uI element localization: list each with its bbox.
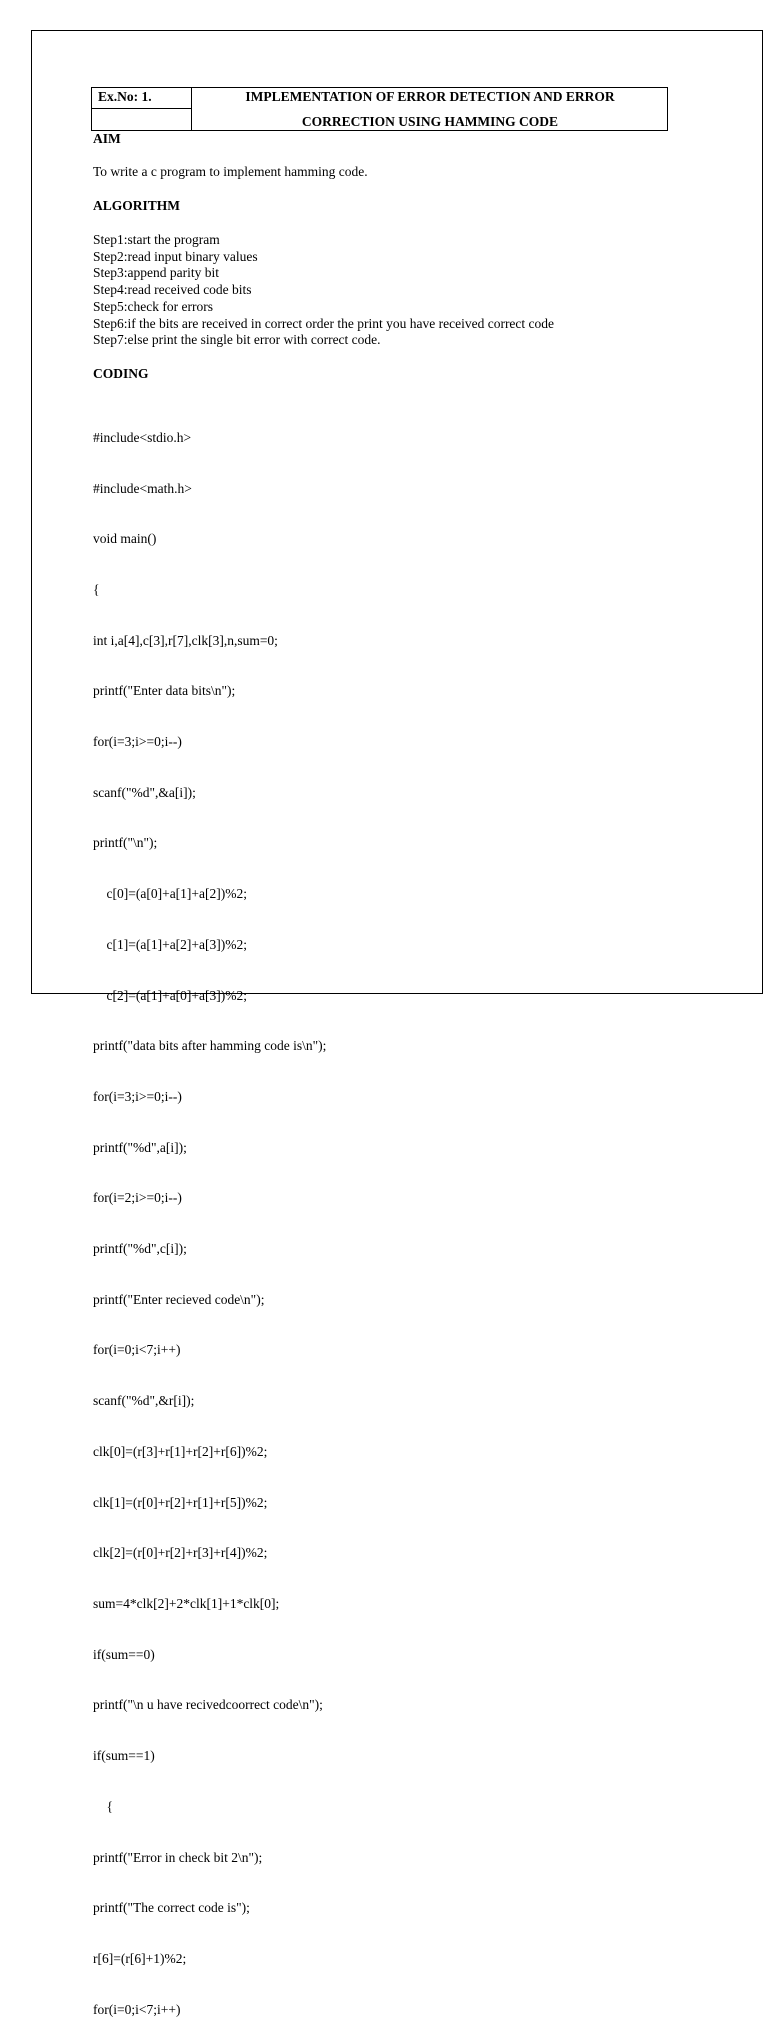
code-line: printf("\n u have recivedcoorrect code\n"); — [93, 1697, 323, 1713]
aim-heading: AIM — [93, 131, 121, 146]
code-line: #include<stdio.h> — [93, 429, 192, 445]
code-line: if(sum==0) — [93, 1646, 155, 1662]
code-listing — [93, 396, 326, 2035]
code-line: printf("%d",c[i]); — [93, 1241, 187, 1257]
code-line: if(sum==1) — [93, 1748, 155, 1764]
exercise-header-table — [91, 87, 668, 131]
code-line: printf("The correct code is"); — [93, 1900, 250, 1916]
code-line: { — [93, 581, 100, 597]
code-line: for(i=0;i<7;i++) — [93, 2001, 181, 2017]
code-line: #include<math.h> — [93, 480, 192, 496]
algorithm-step: Step4:read received code bits — [93, 282, 252, 298]
code-line: sum=4*clk[2]+2*clk[1]+1*clk[0]; — [93, 1595, 280, 1611]
code-line: void main() — [93, 531, 157, 547]
header-row-divider — [92, 108, 191, 109]
algorithm-step: Step5:check for errors — [93, 298, 213, 314]
code-line: c[2]=(a[1]+a[0]+a[3])%2; — [93, 987, 248, 1003]
code-line: scanf("%d",&r[i]); — [93, 1393, 195, 1409]
algorithm-heading: ALGORITHM — [93, 198, 181, 213]
algorithm-step: Step2:read input binary values — [93, 248, 258, 264]
code-line: clk[0]=(r[3]+r[1]+r[2]+r[6])%2; — [93, 1443, 268, 1459]
code-line: for(i=3;i>=0;i--) — [93, 1088, 182, 1104]
code-line: for(i=2;i>=0;i--) — [93, 1190, 182, 1206]
code-line: printf("%d",a[i]); — [93, 1139, 187, 1155]
algorithm-step: Step7:else print the single bit error with correct code. — [93, 332, 381, 348]
code-line: printf("data bits after hamming code is\n"); — [93, 1038, 327, 1054]
algorithm-step: Step6:if the bits are received in correct order the print you have received correct code — [93, 315, 555, 331]
code-line: printf("Enter data bits\n"); — [93, 683, 236, 699]
code-line: printf("Enter recieved code\n"); — [93, 1291, 265, 1307]
code-line: c[1]=(a[1]+a[2]+a[3])%2; — [93, 936, 248, 952]
code-line: printf("\n"); — [93, 835, 158, 851]
code-line: scanf("%d",&a[i]); — [93, 784, 196, 800]
exercise-title-line-1: IMPLEMENTATION OF ERROR DETECTION AND ERROR — [245, 89, 615, 104]
exercise-number: Ex.No: 1. — [98, 89, 152, 104]
code-line: { — [93, 1798, 113, 1814]
code-line: for(i=3;i>=0;i--) — [93, 734, 182, 750]
algorithm-step: Step1:start the program — [93, 232, 220, 247]
code-line: for(i=0;i<7;i++) — [93, 1342, 181, 1358]
code-line: clk[1]=(r[0]+r[2]+r[1]+r[5])%2; — [93, 1494, 268, 1510]
aim-text: To write a c program to implement hamming code. — [93, 164, 368, 179]
code-line: printf("Error in check bit 2\n"); — [93, 1849, 263, 1865]
coding-heading: CODING — [93, 366, 149, 381]
exercise-title-line-2: CORRECTION USING HAMMING CODE — [301, 114, 559, 129]
code-line: c[0]=(a[0]+a[1]+a[2])%2; — [93, 886, 248, 902]
code-line: int i,a[4],c[3],r[7],clk[3],n,sum=0; — [93, 632, 278, 648]
algorithm-step: Step3:append parity bit — [93, 265, 219, 281]
code-line: r[6]=(r[6]+1)%2; — [93, 1950, 187, 1966]
code-line: clk[2]=(r[0]+r[2]+r[3]+r[4])%2; — [93, 1545, 268, 1561]
